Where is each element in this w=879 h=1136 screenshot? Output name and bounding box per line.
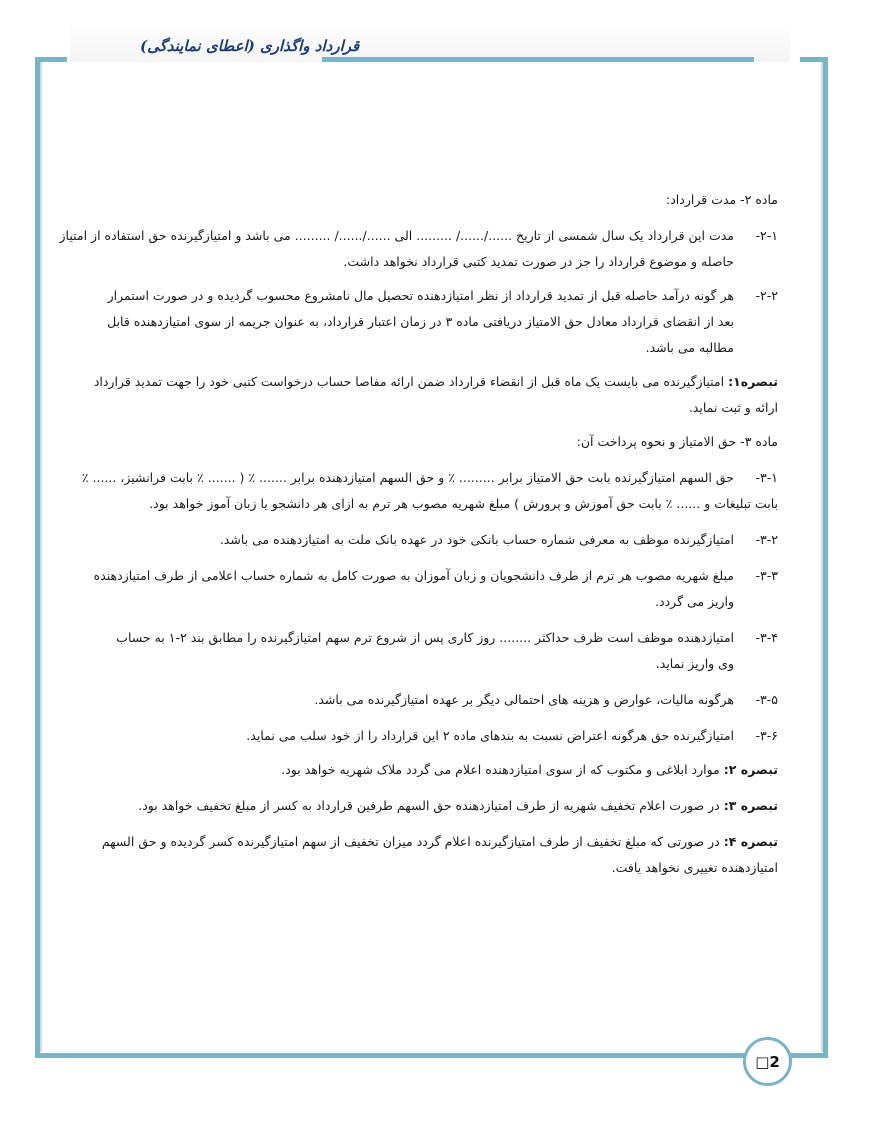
clause-line: بعد از انقضای قرارداد معادل حق الامتیاز دریافتی ماده ۳ در زمان اعتبار قرارداد، به عنوان جریمه از سوی امتیازدهنده قابل (107, 314, 734, 329)
note-text: در صورتی که مبلغ تخفیف از طرف امتیازگیرنده اعلام گردد میزان تخفیف از سهم امتیازگیرنده کسر گردیده و حق السهم (101, 834, 720, 849)
frame-inner-right (821, 62, 823, 1052)
note-3 (98, 793, 778, 819)
clause-number: ۲-۲- (755, 288, 778, 303)
note-text: امتیازگیرنده می بایست یک ماه قبل از انقضاء قرارداد ضمن ارائه مفاصا حساب درخواست کتبی خود را جهت تمدید قرارداد (93, 374, 725, 389)
clause-line: بابت تبلیغات و ...... ٪ بابت حق آموزش و پرورش ) مبلغ شهریه مصوب هر ترم به ازای هر دانشجو یا زبان آموز خواهد بود. (149, 496, 778, 511)
clause-3-5 (98, 687, 778, 713)
clause-number: ۳-۱- (755, 470, 778, 485)
page-number-badge: □2 (743, 1037, 792, 1086)
clause-line: وی واریز نماید. (655, 656, 734, 671)
note-1 (93, 369, 778, 421)
clause-number: ۳-۴- (755, 630, 778, 645)
header-title: قرارداد واگذاری (اعطای نمایندگی) (140, 37, 360, 55)
clause-3-3 (93, 563, 778, 615)
clause-line: مبلغ شهریه مصوب هر ترم از طرف دانشجویان و زبان آموزان به صورت کامل به شماره حساب اعلامی از طرف امتیازدهنده (93, 568, 734, 583)
clause-line: حاصله و موضوع قرارداد را جز در صورت تمدید کتبی قرارداد نخواهد داشت. (343, 254, 734, 269)
clause-3-4 (98, 625, 778, 677)
clause-line: مدت این قرارداد یک سال شمسی از تاریخ ....../....../ ......... الی ....../....../ ......... می باشد و امتیازگیرنده حق استفاده از امتیاز (59, 228, 734, 243)
clause-number: ۳-۶- (755, 728, 778, 743)
note-label: تبصره۱: (728, 374, 778, 389)
clause-3-2 (98, 527, 778, 553)
clause-line: امتیازگیرنده حق هرگونه اعتراض نسبت به بندهای ماده ۲ این قرارداد را از خود سلب می نماید. (246, 728, 734, 743)
frame-top-middle (322, 57, 754, 62)
frame-inner-left (40, 62, 42, 1052)
clause-number: ۲-۱- (755, 228, 778, 243)
clause-number: ۳-۲- (755, 532, 778, 547)
clause-line: امتیازگیرنده موظف به معرفی شماره حساب بانکی خود در عهده بانک ملت به امتیازدهنده می باشد. (219, 532, 734, 547)
note-label: تبصره ۴: (723, 834, 778, 849)
note-label: تبصره ۲: (723, 762, 778, 777)
note-text: امتیازدهنده تغییری نخواهد یافت. (611, 860, 778, 875)
clause-line: واریز می گردد. (655, 594, 734, 609)
frame-bottom (35, 1053, 828, 1058)
clause-line: هر گونه درآمد حاصله قبل از تمدید قرارداد از نظر امتیازدهنده تحصیل مال نامشروع محسوب گردیده و در صورت استمرار (107, 288, 734, 303)
article-2-heading: ماده ۲- مدت قرارداد: (666, 192, 778, 207)
clause-3-1 (81, 465, 778, 491)
clause-line: هرگونه مالیات، عوارض و هزینه های احتمالی دیگر بر عهده امتیازگیرنده می باشد. (314, 692, 734, 707)
clause-2-2 (98, 283, 778, 361)
clause-number: ۳-۳- (755, 568, 778, 583)
note-label: تبصره ۳: (723, 798, 778, 813)
note-text: ارائه و ثبت نماید. (688, 400, 778, 415)
clause-3-6 (98, 723, 778, 749)
note-text: در صورت اعلام تخفیف شهریه از طرف امتیازدهنده حق السهم طرفین قرارداد به کسر از مبلغ تخفیف خواهد بود. (138, 798, 720, 813)
clause-line: حق السهم امتیازگیرنده بابت حق الامتیاز برابر ......... ٪ و حق السهم امتیازدهنده برابر ....... ٪ ( ....... ٪ بابت فرانشیز، ...... ٪ (81, 470, 734, 485)
clause-2-1 (59, 223, 778, 275)
document-body (59, 187, 778, 881)
frame-right (823, 57, 828, 1057)
article-3-heading: ماده ۳- حق الامتیاز و نحوه پرداخت آن: (576, 434, 778, 449)
note-2 (98, 757, 778, 783)
note-4 (98, 829, 778, 881)
clause-line: مطالبه می باشد. (645, 340, 734, 355)
note-text: موارد ابلاغی و مکتوب که از سوی امتیازدهنده اعلام می گردد ملاک شهریه خواهد بود. (281, 762, 720, 777)
clause-number: ۳-۵- (755, 692, 778, 707)
clause-line: امتیازدهنده موظف است ظرف حداکثر ........ روز کاری پس از شروع ترم سهم امتیازگیرنده را مطابق بند ۲-۱ به حساب (116, 630, 734, 645)
